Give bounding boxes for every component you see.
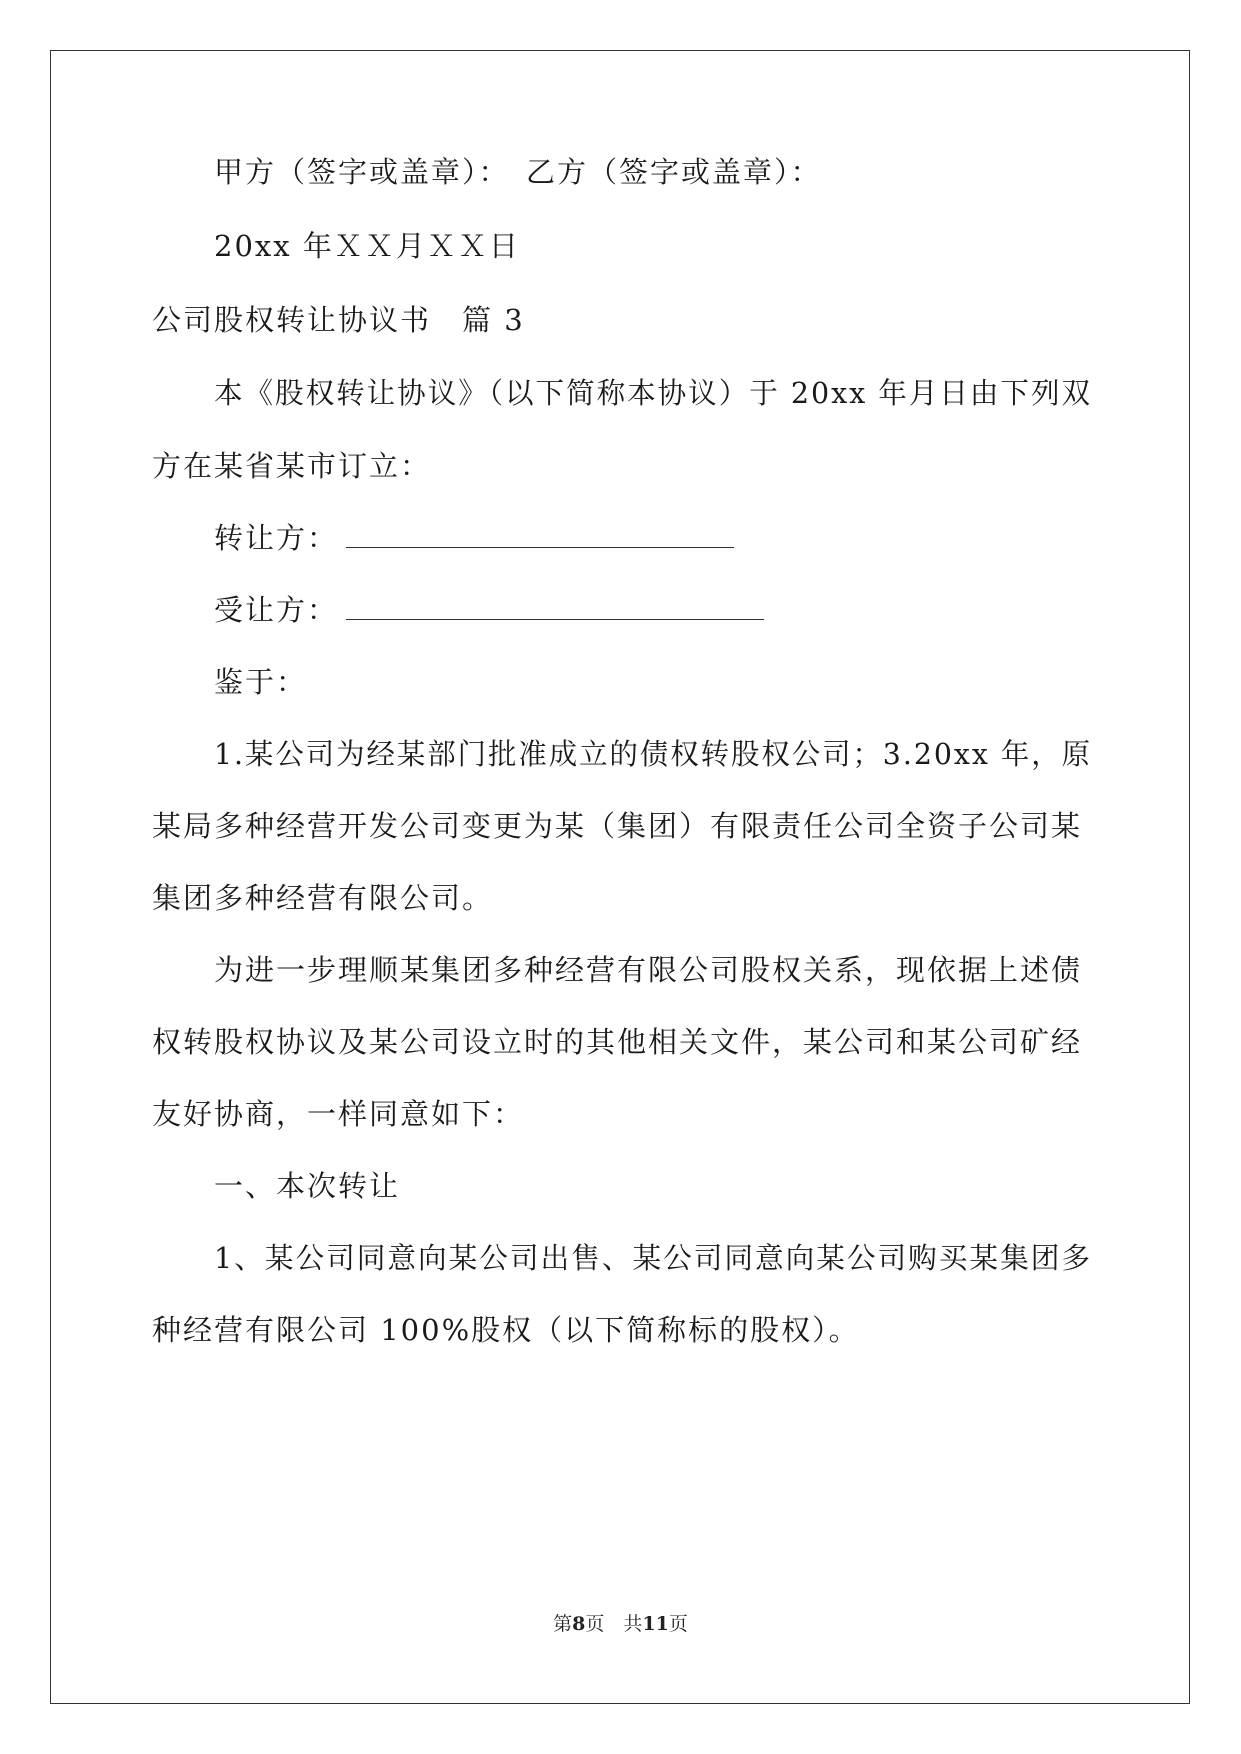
paragraph-line: 权转股权协议及某公司设立时的其他相关文件，某公司和某公司矿经 [152, 1025, 1083, 1059]
current-page-number: 8 [572, 1613, 586, 1635]
transferor-label: 转让方： [214, 521, 339, 555]
whereas-heading: 鉴于： [214, 665, 308, 699]
footer-mid: 页 共 [585, 1613, 643, 1635]
transferor-blank [346, 519, 734, 548]
footer-prefix: 第 [553, 1613, 573, 1635]
paragraph-line: 方在某省某市订立： [152, 449, 432, 483]
transferee-blank [346, 591, 764, 620]
paragraph-line: 1.某公司为经某部门批准成立的债权转股权公司；3.20xx 年，原 [214, 737, 1092, 771]
paragraph-line: 1、某公司同意向某公司出售、某公司同意向某公司购买某集团多 [214, 1241, 1092, 1275]
signature-line: 甲方（签字或盖章）： 乙方（签字或盖章）： [214, 155, 822, 189]
page-frame [50, 50, 1190, 1704]
paragraph-line: 友好协商，一样同意如下： [152, 1097, 525, 1131]
paragraph-line: 为进一步理顺某集团多种经营有限公司股权关系，现依据上述债 [214, 953, 1083, 987]
total-page-number: 11 [642, 1613, 669, 1635]
subsection-heading: 一、本次转让 [214, 1169, 401, 1203]
paragraph-line: 集团多种经营有限公司。 [152, 881, 494, 915]
date-line: 20xx 年ＸＸ月ＸＸ日 [214, 229, 520, 263]
transferee-label: 受让方： [214, 593, 339, 627]
paragraph-line: 某局多种经营开发公司变更为某（集团）有限责任公司全资子公司某 [152, 809, 1083, 843]
paragraph-line: 本《股权转让协议》（以下简称本协议）于 20xx 年月日由下列双 [214, 376, 1093, 410]
paragraph-line: 种经营有限公司 100%股权（以下简称标的股权）。 [152, 1313, 860, 1347]
page-number-footer [0, 1612, 1241, 1636]
transferor-field [214, 518, 734, 558]
transferee-field [214, 590, 764, 630]
section-heading: 公司股权转让协议书 篇 3 [152, 303, 525, 337]
footer-suffix: 页 [668, 1613, 688, 1635]
